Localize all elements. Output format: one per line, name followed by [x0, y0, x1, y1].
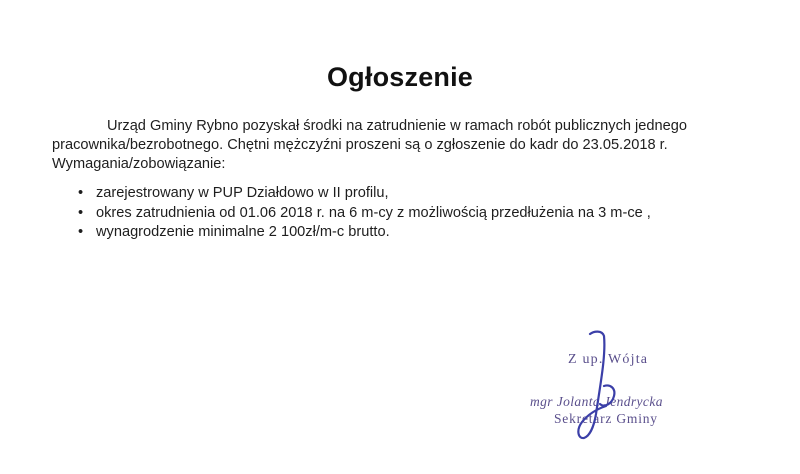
paragraph-line-1: Urząd Gminy Rybno pozyskał środki na zatrudnienie w ramach robót publicznych jednego	[107, 118, 687, 134]
announcement-paragraph	[52, 117, 752, 174]
list-item	[52, 184, 752, 204]
bullet-icon: •	[78, 224, 84, 240]
bullet-icon: •	[78, 204, 84, 221]
requirement-text: zarejestrowany w PUP Działdowo w II profilu,	[96, 185, 389, 201]
handwritten-signature	[560, 326, 650, 446]
bullet-icon: •	[78, 185, 84, 201]
stamp-line-2: mgr Jolanta Jendrycka	[530, 394, 663, 409]
list-item	[52, 223, 752, 243]
stamp-line-1: Z up. Wójta	[568, 352, 649, 367]
requirement-text: okres zatrudnienia od 01.06 2018 r. na 6 m-cy z możliwością przedłużenia na 3 m-ce ,	[96, 204, 651, 221]
paragraph-line-2: pracownika/bezrobotnego. Chętni mężczyźni proszeni są o zgłoszenie do kadr do 23.05.2018 r.	[52, 137, 668, 153]
requirements-heading: Wymagania/zobowiązanie:	[52, 156, 226, 172]
document-title: Ogłoszenie	[326, 62, 474, 92]
stamp-line-3: Sekretarz Gminy	[554, 411, 658, 426]
requirement-text: wynagrodzenie minimalne 2 100zł/m-c brutto.	[96, 224, 390, 240]
list-item	[52, 204, 752, 224]
requirements-list	[52, 184, 752, 243]
